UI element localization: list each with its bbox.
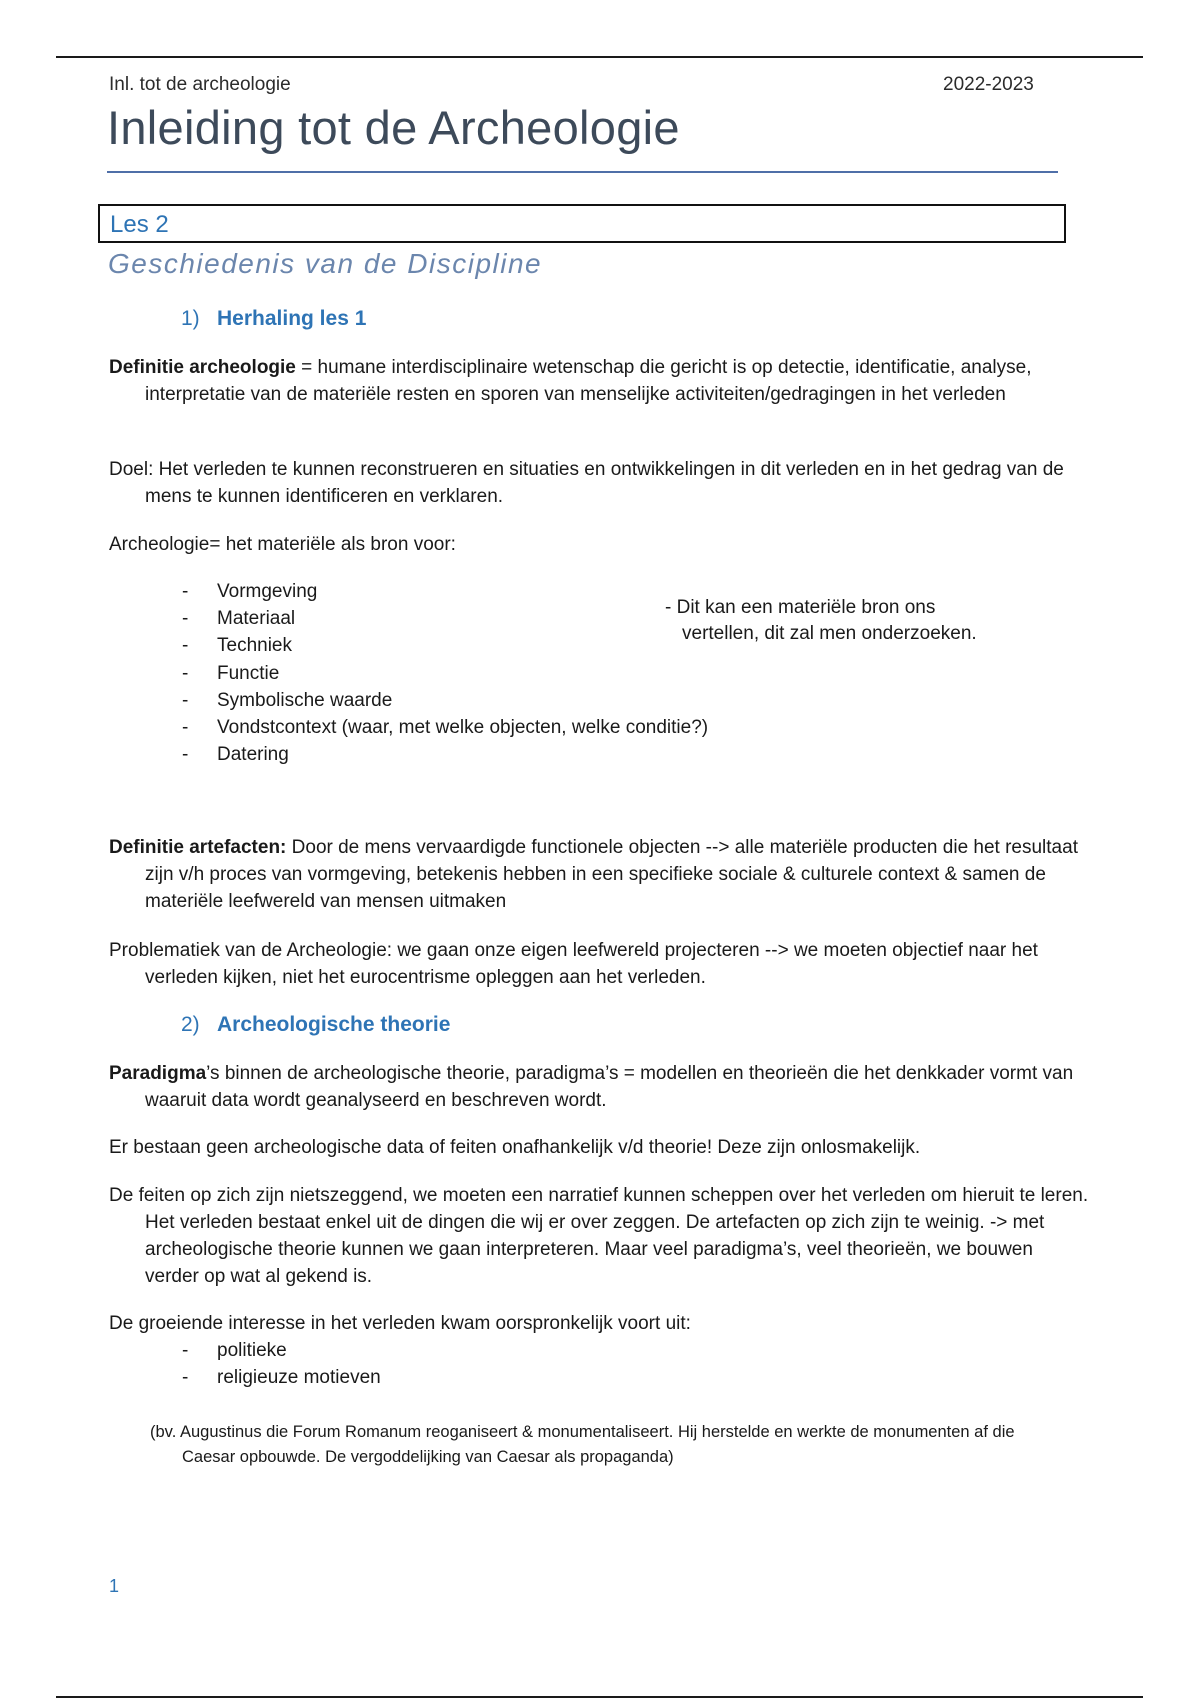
example-note: (bv. Augustinus die Forum Romanum reoganiseert & monumentaliseert. Hij herstelde en werkte de monumenten af die Caesar opbouwde. De vergoddelijking van Caesar als propaganda) <box>150 1423 1015 1466</box>
bullet-dash: - <box>182 689 189 711</box>
side-note: - Dit kan een materiële bron ons vertellen, dit zal men onderzoeken. <box>665 597 977 644</box>
bullet-dash: - <box>182 608 189 630</box>
section-number: 2) <box>181 1013 200 1036</box>
section-heading-2 <box>181 1013 450 1037</box>
running-header-year: 2022-2023 <box>943 74 1034 95</box>
page-number: 1 <box>109 1576 120 1596</box>
bullet-dash: - <box>182 1367 189 1389</box>
list-item: - Vormgeving <box>182 578 708 605</box>
section-heading-1 <box>181 307 366 331</box>
archeology-source-intro: Archeologie= het materiële als bron voor: <box>109 534 456 555</box>
bullet-dash: - <box>182 717 189 739</box>
list-item: - Vondstcontext (waar, met welke objecten, welke conditie?) <box>182 714 708 741</box>
bullet-dash: - <box>182 744 189 766</box>
bullet-dash: - <box>182 581 189 602</box>
list-item: - Functie <box>182 660 708 687</box>
document-title: Inleiding tot de Archeologie <box>107 101 680 154</box>
facts-paragraph: De feiten op zich zijn nietszeggend, we moeten een narratief kunnen scheppen over het verleden om hieruit te leren. Het verleden bestaat enkel uit de dingen die wij er over zeggen. De artefacten op zich zijn te weinig. -> met archeologische theorie kunnen we gaan interpreteren. Maar veel paradigma’s, veel theorieën, we bouwen verder op wat al gekend is. <box>109 1185 1089 1287</box>
problems-paragraph: Problematiek van de Archeologie: we gaan onze eigen leefwereld projecteren --> we moeten objectief naar het verleden kijken, niet het eurocentrisme opleggen aan het verleden. <box>109 940 1038 988</box>
definition-term: Definitie artefacten: <box>109 837 287 858</box>
paradigm-paragraph <box>109 1060 1090 1114</box>
page-bottom-rule <box>56 1696 1143 1698</box>
goal-paragraph: Doel: Het verleden te kunnen reconstrueren en situaties en ontwikkelingen in dit verleden en in het gedrag van de mens te kunnen identificeren en verklaren. <box>109 459 1064 507</box>
running-header-course: Inl. tot de archeologie <box>109 74 291 95</box>
list-item: - politieke <box>182 1337 381 1364</box>
list-item: - Symbolische waarde <box>182 687 708 714</box>
bullet-dash: - <box>182 1340 189 1361</box>
source-list <box>182 578 708 768</box>
section-number: 1) <box>181 307 200 330</box>
definition-term: Definitie archeologie <box>109 357 296 378</box>
definition-text: = humane interdisciplinaire wetenschap die gericht is op detectie, identificatie, analyse, interpretatie van de materiële resten en sporen van menselijke activiteiten/gedragingen in het verleden <box>145 357 1032 405</box>
interest-list <box>182 1337 381 1391</box>
bullet-dash: - <box>182 662 189 684</box>
bullet-dash: - <box>182 635 189 657</box>
lesson-label: Les 2 <box>110 211 169 238</box>
list-item: - religieuze motieven <box>182 1364 381 1391</box>
no-data-paragraph: Er bestaan geen archeologische data of feiten onafhankelijk v/d theorie! Deze zijn onlosmakelijk. <box>109 1137 921 1158</box>
paradigm-term: Paradigma <box>109 1063 207 1084</box>
list-item: - Techniek <box>182 632 708 659</box>
title-underline <box>107 171 1058 173</box>
page-top-rule <box>56 56 1143 58</box>
interest-paragraph: De groeiende interesse in het verleden kwam oorspronkelijk voort uit: <box>109 1313 691 1334</box>
paradigm-text: ’s binnen de archeologische theorie, paradigma’s = modellen en theorieën die het denkkader vormt van waaruit data wordt geanalyseerd en beschreven wordt. <box>145 1063 1074 1111</box>
list-item: - Datering <box>182 741 708 768</box>
definition-artifacts <box>109 834 1090 915</box>
list-item: - Materiaal <box>182 605 708 632</box>
lesson-subtitle: Geschiedenis van de Discipline <box>108 248 543 279</box>
section-title: Herhaling les 1 <box>217 307 367 330</box>
definition-text: Door de mens vervaardigde functionele objecten --> alle materiële producten die het resultaat zijn v/h proces van vormgeving, betekenis hebben in een specifieke sociale & culturele context & samen de materiële leefwereld van mensen uitmaken <box>145 837 1078 912</box>
section-title: Archeologische theorie <box>217 1013 451 1036</box>
definition-archeology <box>109 354 1090 408</box>
lesson-box <box>98 204 1066 243</box>
